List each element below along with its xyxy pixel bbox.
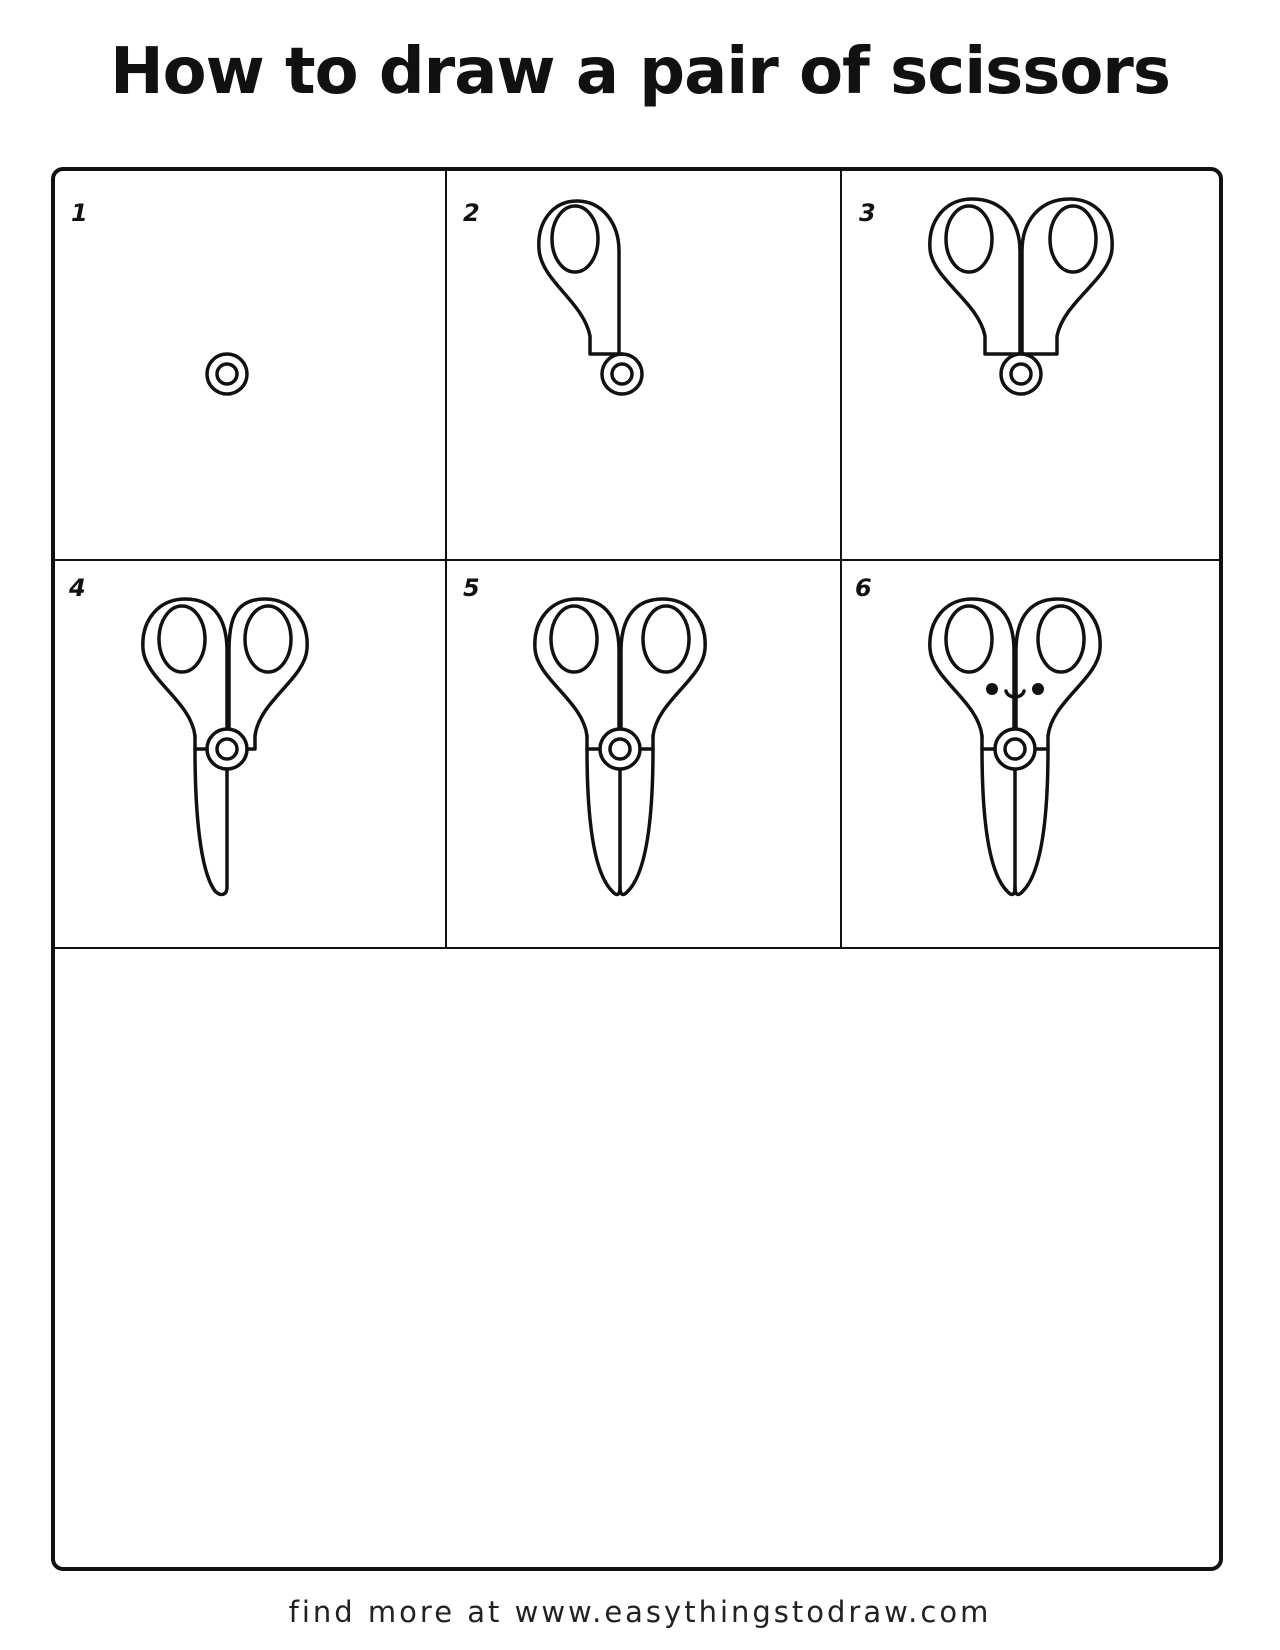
pivot-screw-inner — [612, 364, 632, 384]
step-number-3: 3 — [859, 199, 876, 227]
step-2-drawing — [447, 171, 840, 559]
handle-left-outline — [930, 599, 1014, 736]
blade-right-outline — [620, 749, 653, 894]
footer-website-note: find more at www.easythingstodraw.com — [288, 1595, 992, 1629]
page-title: How to draw a pair of scissors — [110, 35, 1170, 109]
handle-right-outline — [1018, 199, 1112, 354]
right-eye — [1032, 683, 1044, 695]
step-number-4: 4 — [69, 574, 86, 602]
handle-left-hole — [159, 606, 205, 672]
step-number-2: 2 — [463, 199, 480, 227]
pivot-screw-outer — [602, 354, 642, 394]
step-number-5: 5 — [463, 574, 480, 602]
step-1-drawing — [55, 171, 445, 559]
handle-right-hole — [643, 606, 689, 672]
handle-left-hole — [946, 606, 992, 672]
handle-right-outline — [229, 599, 307, 736]
handle-left-outline — [143, 599, 227, 736]
left-eye — [986, 683, 998, 695]
pivot-screw-outer — [207, 354, 247, 394]
handle-left-hole — [551, 606, 597, 672]
pivot-screw-inner — [217, 364, 237, 384]
practice-drawing-area — [55, 949, 1219, 1567]
blade-right-outline — [1015, 749, 1048, 894]
handle-right-outline — [539, 201, 622, 354]
step-number-1: 1 — [71, 199, 88, 227]
handle-left-outline — [930, 199, 1024, 354]
handle-right-hole — [552, 206, 598, 272]
step-4-drawing — [55, 561, 445, 947]
handle-left-hole — [946, 206, 992, 272]
blade-outline — [195, 749, 227, 894]
step-5-drawing — [447, 561, 840, 947]
blade-left-outline — [587, 749, 620, 894]
handle-right-outline — [621, 599, 705, 736]
step-number-6: 6 — [855, 574, 872, 602]
handle-right-outline — [1016, 599, 1100, 736]
blade-left-outline — [982, 749, 1015, 894]
pivot-screw-outer — [207, 729, 247, 769]
handle-left-outline — [535, 599, 619, 736]
handle-right-hole — [1050, 206, 1096, 272]
handle-right-hole — [1038, 606, 1084, 672]
pivot-screw-outer — [995, 729, 1035, 769]
step-6-drawing — [842, 561, 1225, 947]
handle-right-hole — [245, 606, 291, 672]
drawing-grid — [51, 167, 1223, 1571]
pivot-screw-outer — [600, 729, 640, 769]
pivot-screw-outer — [1001, 354, 1041, 394]
step-3-drawing — [842, 171, 1225, 559]
